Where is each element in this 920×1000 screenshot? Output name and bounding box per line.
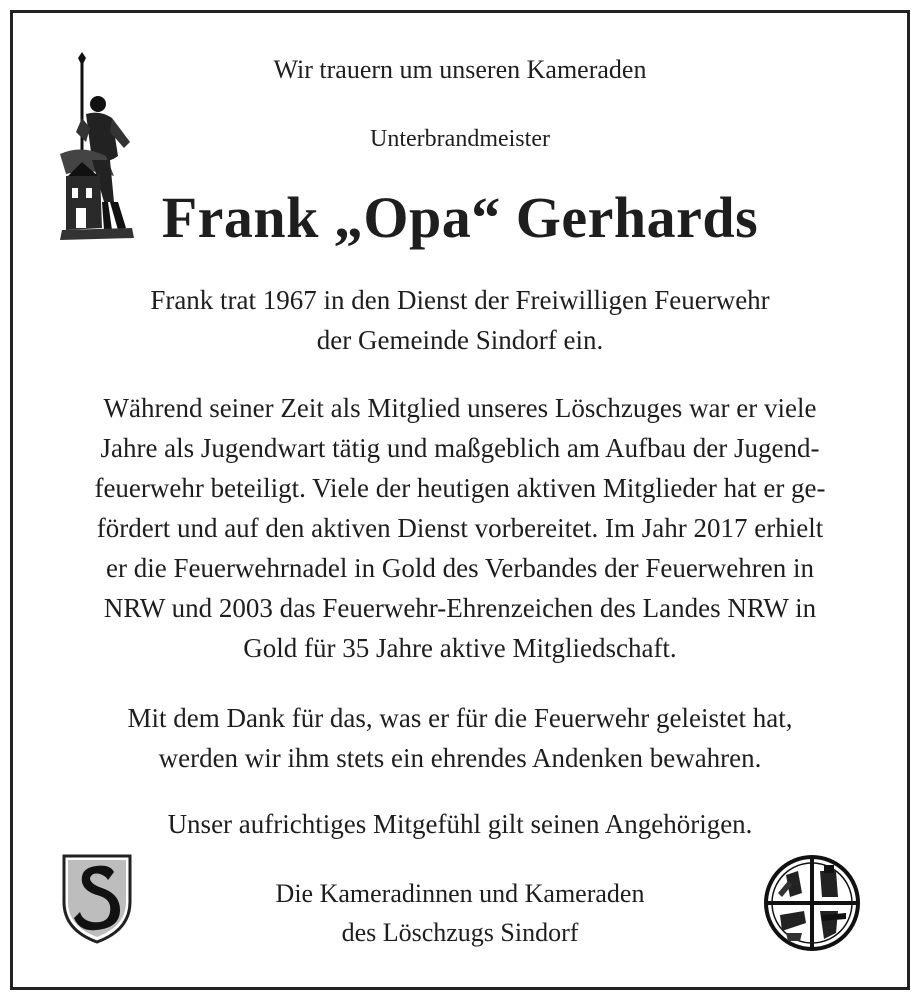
- text-line: der Gemeinde Sindorf ein.: [316, 325, 604, 355]
- text-line: fördert und auf den aktiven Dienst vorbereitet. Im Jahr 2017 erhielt: [96, 513, 824, 543]
- intro-text: Wir trauern um unseren Kameraden: [273, 55, 647, 84]
- deceased-name: Frank „Opa“ Gerhards: [161, 185, 759, 250]
- text-line: feuerwehr beteiligt. Viele der heutigen aktiven Mitglieder hat er ge-: [94, 473, 826, 503]
- signature-line: des Löschzugs Sindorf: [341, 918, 579, 947]
- paragraph-achievements: [0, 388, 920, 668]
- sindorf-crest-icon: [60, 852, 134, 944]
- signature-line: Die Kameradinnen und Kameraden: [275, 879, 645, 908]
- fire-brigade-seal-icon: [762, 853, 862, 953]
- text-line: Jahre als Jugendwart tätig und maßgeblich am Aufbau der Jugend-: [100, 433, 820, 463]
- text-line: Mit dem Dank für das, was er für die Feuerwehr geleistet hat,: [127, 703, 793, 733]
- text-line: Frank trat 1967 in den Dienst der Freiwilligen Feuerwehr: [150, 285, 770, 315]
- text-line: Unser aufrichtiges Mitgefühl gilt seinen Angehörigen.: [167, 809, 753, 839]
- paragraph-gratitude: [0, 698, 920, 778]
- text-line: werden wir ihm stets ein ehrendes Andenken bewahren.: [158, 743, 762, 773]
- text-line: NRW und 2003 das Feuerwehr-Ehrenzeichen des Landes NRW in: [103, 593, 817, 623]
- text-line: er die Feuerwehrnadel in Gold des Verbandes der Feuerwehren in: [106, 553, 814, 583]
- text-line: Während seiner Zeit als Mitglied unseres Löschzuges war er viele: [103, 393, 817, 423]
- rank-title: Unterbrandmeister: [370, 126, 550, 152]
- paragraph-condolence: [0, 804, 920, 844]
- text-line: Gold für 35 Jahre aktive Mitgliedschaft.: [243, 633, 677, 663]
- paragraph-service-start: [0, 280, 920, 360]
